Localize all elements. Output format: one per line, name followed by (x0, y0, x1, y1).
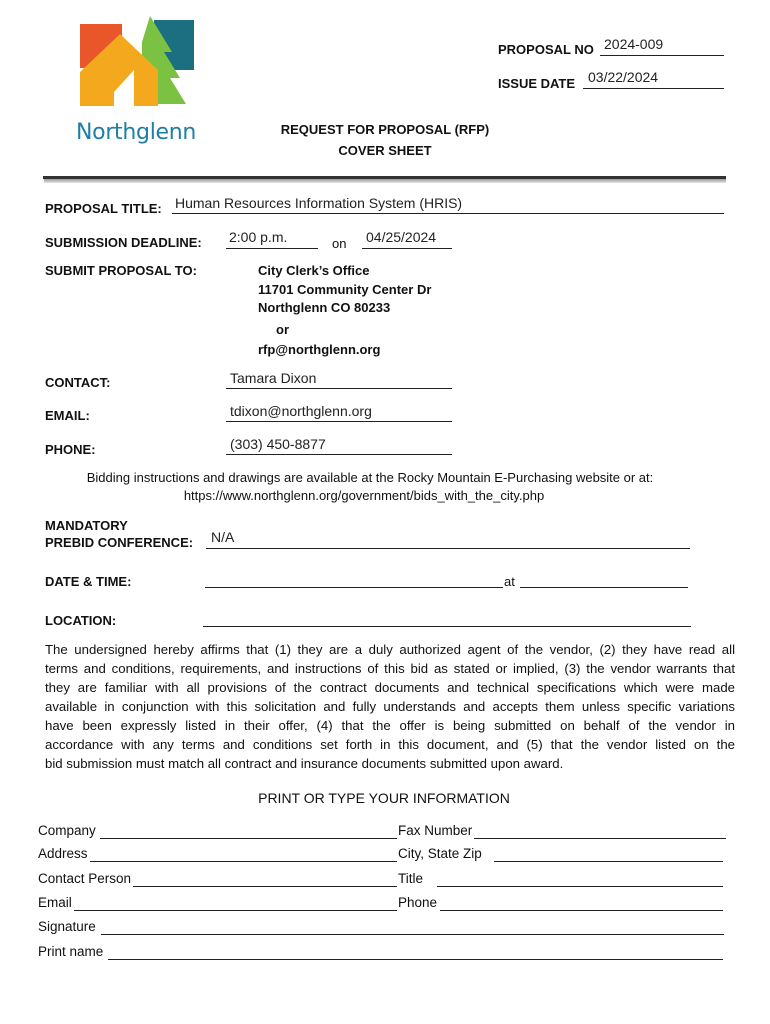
email-label: EMAIL: (45, 408, 90, 423)
location-line (203, 626, 691, 627)
issue-date-value: 03/22/2024 (588, 69, 659, 85)
phone-label: PHONE: (45, 442, 96, 457)
affirmation-line: have been expressly listed in their offer, (4) that the offer is being submitted on behalf of the vendor in (45, 718, 735, 733)
affirmation-line: they are familiar with all provisions of the contract documents and technical specifications which were made (45, 680, 735, 695)
prebid-value: N/A (211, 529, 235, 545)
affirmation-line: terms and conditions, requirements, and instructions of this bid as stated or implied, (3) the vendor warrants that (45, 661, 735, 676)
company-label: Company (38, 823, 96, 838)
deadline-on-label: on (332, 236, 347, 251)
signature-line[interactable] (101, 934, 724, 935)
proposal-title-label: PROPOSAL TITLE: (45, 201, 162, 216)
phone-info-line[interactable] (440, 910, 723, 911)
affirmation-paragraph (45, 640, 735, 773)
print-name-line[interactable] (108, 959, 723, 960)
phone-value: (303) 450-8877 (230, 436, 326, 452)
date-time-label: DATE & TIME: (45, 574, 132, 589)
proposal-no-line (600, 55, 724, 56)
date-line (205, 587, 503, 588)
submit-to-line-1: City Clerk’s Office (258, 263, 370, 278)
deadline-date-value: 04/25/2024 (366, 229, 437, 245)
phone-info-label: Phone (398, 895, 438, 910)
affirmation-line: The undersigned hereby affirms that (1) they are a duly authorized agent of the vendor, (2) they have read all (45, 642, 735, 657)
time-line (520, 587, 688, 588)
logo-wordmark: Northglenn (76, 120, 197, 145)
deadline-time-value: 2:00 p.m. (229, 229, 288, 245)
submit-to-line-3: Northglenn CO 80233 (258, 300, 391, 315)
phone-line (226, 454, 452, 455)
proposal-title-value: Human Resources Information System (HRIS) (175, 195, 463, 211)
location-label: LOCATION: (45, 613, 117, 628)
print-name-label: Print name (38, 944, 104, 959)
deadline-label: SUBMISSION DEADLINE: (45, 235, 202, 250)
email-line (226, 421, 452, 422)
contact-person-label: Contact Person (38, 871, 132, 886)
bidding-url[interactable]: https://www.northglenn.org/government/bids_with_the_city.php (183, 488, 545, 503)
city-state-zip-label: City, State Zip (398, 846, 482, 861)
email-info-label: Email (38, 895, 72, 910)
header-divider-shadow (44, 179, 726, 183)
affirmation-line: bid submission must match all contract and insurance documents submitted upon award. (45, 756, 564, 771)
submit-to-line-4: or (276, 322, 289, 337)
title-line[interactable] (437, 886, 723, 887)
proposal-title-line (172, 213, 724, 214)
northglenn-house-tree-icon (76, 12, 198, 124)
deadline-time-line (226, 248, 318, 249)
prebid-line (206, 548, 690, 549)
info-heading: PRINT OR TYPE YOUR INFORMATION (258, 790, 510, 806)
contact-line (226, 388, 452, 389)
address-line[interactable] (90, 861, 397, 862)
mandatory-label: MANDATORY (45, 518, 128, 533)
address-label: Address (38, 846, 88, 861)
submit-to-line-2: 11701 Community Center Dr (258, 282, 432, 297)
email-info-line[interactable] (74, 910, 397, 911)
title-label: Title (398, 871, 424, 886)
submit-to-label: SUBMIT PROPOSAL TO: (45, 263, 197, 278)
cover-sheet-title: COVER SHEET (338, 143, 432, 158)
submit-to-email[interactable]: rfp@northglenn.org (258, 342, 381, 357)
city-state-zip-line[interactable] (494, 861, 723, 862)
fax-line[interactable] (474, 838, 726, 839)
contact-label: CONTACT: (45, 375, 111, 390)
email-value[interactable]: tdixon@northglenn.org (230, 403, 372, 419)
prebid-conference-label: PREBID CONFERENCE: (45, 535, 194, 550)
bidding-instructions: Bidding instructions and drawings are available at the Rocky Mountain E-Purchasing website or at: (86, 470, 654, 485)
fax-label: Fax Number (398, 823, 473, 838)
affirmation-line: available in conjunction with this solicitation and fully understands and accepts them unless specific variations (45, 699, 735, 714)
deadline-date-line (362, 248, 452, 249)
contact-person-line[interactable] (133, 886, 397, 887)
issue-date-line (583, 88, 724, 89)
proposal-no-value: 2024-009 (604, 36, 664, 52)
affirmation-line: accordance with any terms and conditions set forth in this document, and (5) that the vendor listed on the (45, 737, 735, 752)
rfp-title: REQUEST FOR PROPOSAL (RFP) (280, 122, 490, 137)
contact-value: Tamara Dixon (230, 370, 317, 386)
at-label: at (504, 574, 515, 589)
signature-label: Signature (38, 919, 96, 934)
issue-date-label: ISSUE DATE (498, 76, 576, 91)
company-line[interactable] (100, 838, 397, 839)
proposal-no-label: PROPOSAL NO (498, 42, 594, 57)
